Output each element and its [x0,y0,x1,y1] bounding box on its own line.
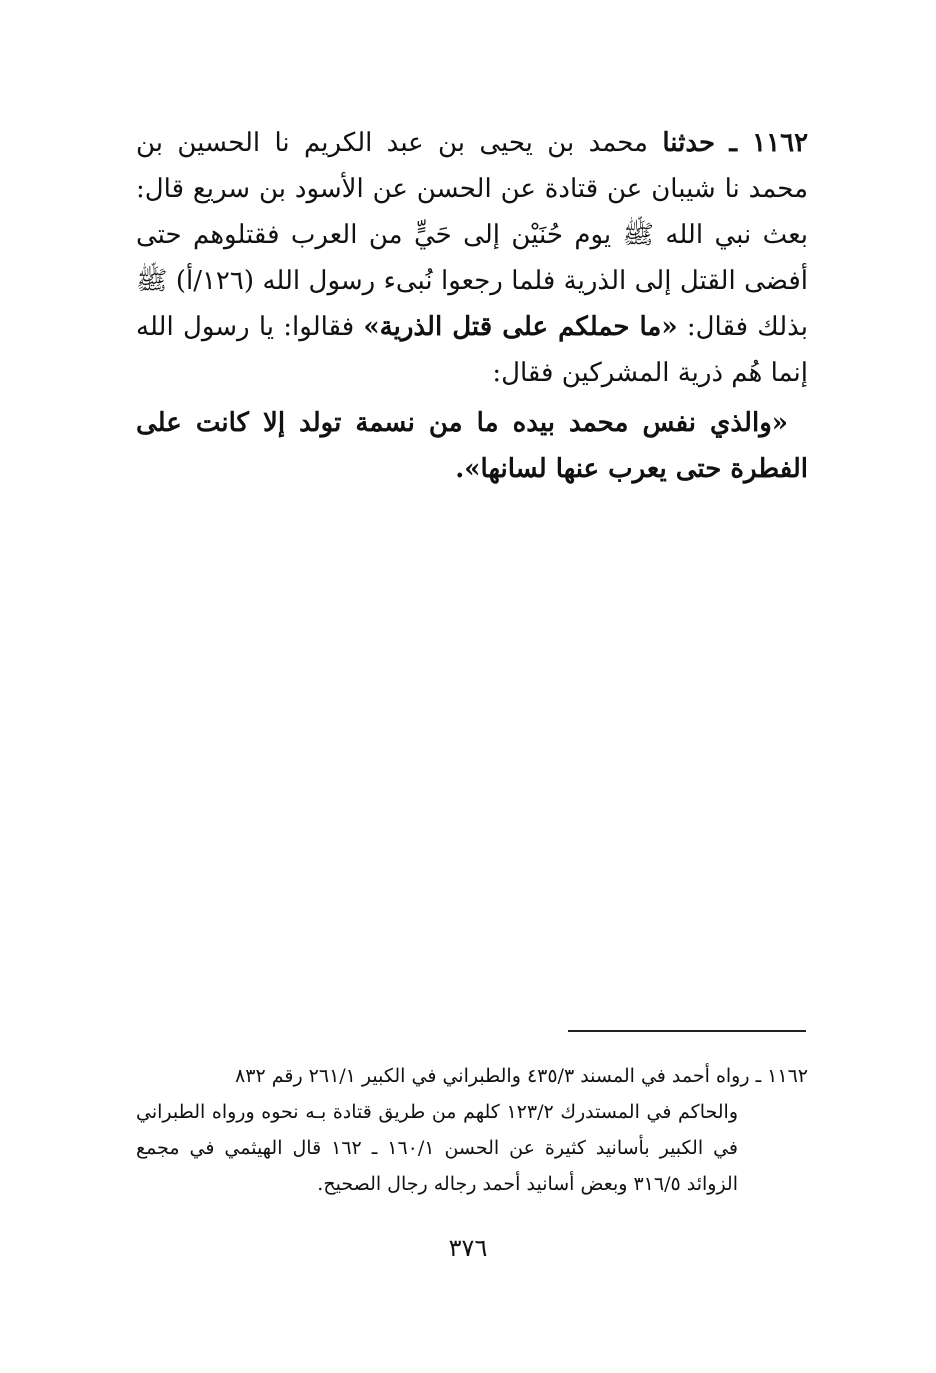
footnote-continuation: والحاكم في المستدرك ١٢٣/٢ كلهم من طريق قتادة بـه نحوه ورواه الطبراني في الكبير بأسانيد كثيرة عن الحسن ١٦٠/١ ـ ١٦٢ قال الهيثمي في مجمع الزوائد ٣١٦/٥ وبعض أسانيد أحمد رجاله رجال الصحيح. [136,1101,738,1195]
hadith-isnad-paragraph [136,120,808,396]
hadith-number: ١١٦٢ ـ [729,128,809,158]
hadith-prophet-question: «ما حملكم على قتل الذرية» [363,312,678,342]
hadith-matn: «والذي نفس محمد بيده ما من نسمة تولد إلا كانت على الفطرة حتى يعرب عنها لسانها». [136,408,808,484]
footnote-divider [568,1030,806,1032]
footnote-line-1: ١١٦٢ ـ رواه أحمد في المسند ٤٣٥/٣ والطبراني في الكبير ٢٦١/١ رقم ٨٣٢ [235,1065,808,1087]
hadith-companions-reply: فقالوا: يا رسول الله إنما هُم ذرية المشركين فقال: [136,312,808,388]
hadith-isnad: محمد بن يحيى بن عبد الكريم نا الحسين بن محمد نا شيبان عن قتادة عن الحسن عن الأسود بن سريع قال: بعث نبي الله ﷺ يوم حُنَيْن إلى حَيٍّ من العرب فقتلوهم حتى أفضى القتل إلى الذرية فلما رجعوا نُبىء رسول الله (١٢٦/أ) ﷺ بذلك فقال: [136,128,809,342]
hadith-lead-word: حدثنا [662,128,716,158]
footnote [136,1058,808,1202]
page-number: ٣٧٦ [448,1234,488,1262]
hadith-text [136,120,808,492]
